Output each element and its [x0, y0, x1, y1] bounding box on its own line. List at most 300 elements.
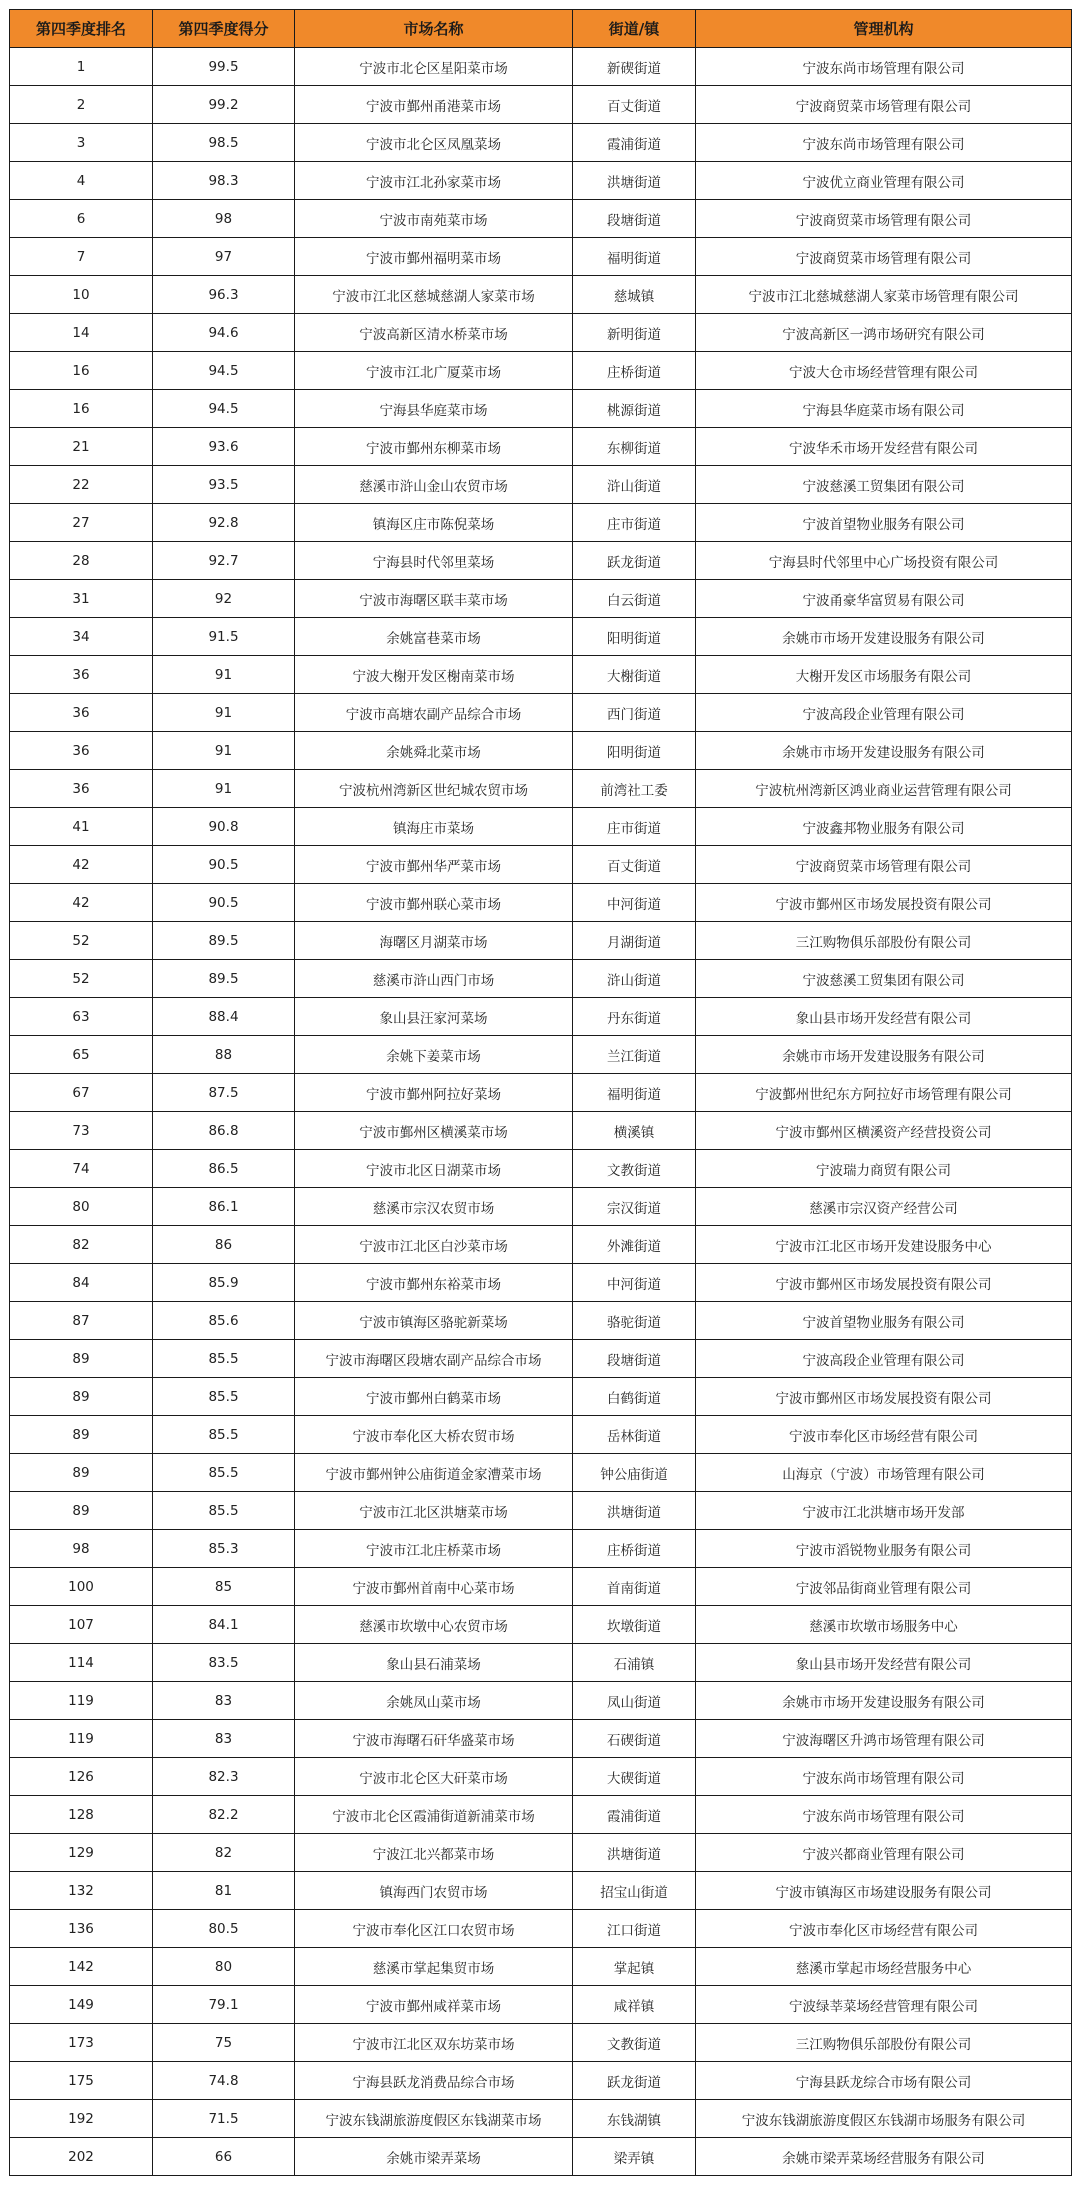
street-cell: 洪塘街道 — [573, 1834, 696, 1872]
street-cell: 福明街道 — [573, 1074, 696, 1112]
management-cell: 宁波高段企业管理有限公司 — [696, 1340, 1072, 1378]
score-cell: 71.5 — [153, 2100, 295, 2138]
market-name-cell: 宁波市鄞州咸祥菜市场 — [295, 1986, 573, 2024]
street-cell: 骆驼街道 — [573, 1302, 696, 1340]
score-cell: 86.8 — [153, 1112, 295, 1150]
market-name-cell: 宁波市奉化区大桥农贸市场 — [295, 1416, 573, 1454]
market-name-cell: 宁海县时代邻里菜场 — [295, 542, 573, 580]
table-row — [10, 238, 1072, 276]
management-cell: 宁波绿莘菜场经营管理有限公司 — [696, 1986, 1072, 2024]
score-cell: 86.1 — [153, 1188, 295, 1226]
rank-cell: 16 — [10, 352, 153, 390]
management-cell: 宁波鄞州世纪东方阿拉好市场管理有限公司 — [696, 1074, 1072, 1112]
market-name-cell: 慈溪市坎墩中心农贸市场 — [295, 1606, 573, 1644]
table-row — [10, 162, 1072, 200]
rank-cell: 34 — [10, 618, 153, 656]
market-name-cell: 宁波市江北广厦菜市场 — [295, 352, 573, 390]
table-row — [10, 86, 1072, 124]
rank-cell: 149 — [10, 1986, 153, 2024]
score-cell: 80.5 — [153, 1910, 295, 1948]
market-name-cell: 宁波市鄞州首南中心菜市场 — [295, 1568, 573, 1606]
market-name-cell: 宁波市鄞州白鹤菜市场 — [295, 1378, 573, 1416]
management-cell: 余姚市市场开发建设服务有限公司 — [696, 732, 1072, 770]
table-row — [10, 1834, 1072, 1872]
street-cell: 桃源街道 — [573, 390, 696, 428]
score-cell: 89.5 — [153, 922, 295, 960]
management-cell: 宁波市奉化区市场经营有限公司 — [696, 1910, 1072, 1948]
market-name-cell: 镇海区庄市陈倪菜场 — [295, 504, 573, 542]
street-cell: 文教街道 — [573, 2024, 696, 2062]
street-cell: 霞浦街道 — [573, 124, 696, 162]
management-cell: 宁波鑫邦物业服务有限公司 — [696, 808, 1072, 846]
street-cell: 阳明街道 — [573, 618, 696, 656]
score-cell: 87.5 — [153, 1074, 295, 1112]
table-row — [10, 656, 1072, 694]
score-cell: 92 — [153, 580, 295, 618]
market-name-cell: 象山县汪家河菜场 — [295, 998, 573, 1036]
rank-cell: 119 — [10, 1682, 153, 1720]
market-name-cell: 宁波市江北庄桥菜市场 — [295, 1530, 573, 1568]
score-cell: 92.8 — [153, 504, 295, 542]
score-cell: 83 — [153, 1720, 295, 1758]
score-cell: 66 — [153, 2138, 295, 2176]
market-name-cell: 宁波市鄞州区横溪菜市场 — [295, 1112, 573, 1150]
rank-cell: 2 — [10, 86, 153, 124]
rank-cell: 107 — [10, 1606, 153, 1644]
management-cell: 宁波市鄞州区市场发展投资有限公司 — [696, 1378, 1072, 1416]
street-cell: 大榭街道 — [573, 656, 696, 694]
management-cell: 宁波市奉化区市场经营有限公司 — [696, 1416, 1072, 1454]
management-cell: 宁波市镇海区市场建设服务有限公司 — [696, 1872, 1072, 1910]
table-row — [10, 1492, 1072, 1530]
street-cell: 跃龙街道 — [573, 542, 696, 580]
rank-cell: 16 — [10, 390, 153, 428]
rank-cell: 89 — [10, 1378, 153, 1416]
management-cell: 宁波市江北区市场开发建设服务中心 — [696, 1226, 1072, 1264]
management-cell: 宁波海曙区升鸿市场管理有限公司 — [696, 1720, 1072, 1758]
score-cell: 94.6 — [153, 314, 295, 352]
table-row — [10, 1682, 1072, 1720]
rank-cell: 52 — [10, 922, 153, 960]
street-cell: 洪塘街道 — [573, 162, 696, 200]
management-cell: 宁波东尚市场管理有限公司 — [696, 1796, 1072, 1834]
market-name-cell: 宁波市鄞州华严菜市场 — [295, 846, 573, 884]
market-name-cell: 宁海县跃龙消费品综合市场 — [295, 2062, 573, 2100]
score-cell: 98.3 — [153, 162, 295, 200]
table-row — [10, 1948, 1072, 1986]
management-cell: 宁波东钱湖旅游度假区东钱湖市场服务有限公司 — [696, 2100, 1072, 2138]
rank-cell: 36 — [10, 656, 153, 694]
market-name-cell: 宁波市北仑区星阳菜市场 — [295, 48, 573, 86]
street-cell: 外滩街道 — [573, 1226, 696, 1264]
score-cell: 85 — [153, 1568, 295, 1606]
management-cell: 三江购物俱乐部股份有限公司 — [696, 2024, 1072, 2062]
header-rank: 第四季度排名 — [10, 10, 153, 48]
management-cell: 宁波东尚市场管理有限公司 — [696, 48, 1072, 86]
table-row — [10, 1150, 1072, 1188]
score-cell: 85.6 — [153, 1302, 295, 1340]
street-cell: 百丈街道 — [573, 846, 696, 884]
table-row — [10, 960, 1072, 998]
street-cell: 中河街道 — [573, 1264, 696, 1302]
market-ranking-sheet — [9, 9, 1071, 2176]
market-name-cell: 宁波市北区日湖菜市场 — [295, 1150, 573, 1188]
rank-cell: 36 — [10, 770, 153, 808]
table-row — [10, 542, 1072, 580]
market-name-cell: 宁波市鄞州联心菜市场 — [295, 884, 573, 922]
management-cell: 象山县市场开发经营有限公司 — [696, 1644, 1072, 1682]
score-cell: 82.3 — [153, 1758, 295, 1796]
street-cell: 掌起镇 — [573, 1948, 696, 1986]
table-row — [10, 124, 1072, 162]
street-cell: 白云街道 — [573, 580, 696, 618]
management-cell: 宁波首望物业服务有限公司 — [696, 1302, 1072, 1340]
score-cell: 85.5 — [153, 1340, 295, 1378]
management-cell: 宁波商贸菜市场管理有限公司 — [696, 238, 1072, 276]
score-cell: 85.9 — [153, 1264, 295, 1302]
rank-cell: 1 — [10, 48, 153, 86]
table-row — [10, 1758, 1072, 1796]
table-row — [10, 2024, 1072, 2062]
rank-cell: 52 — [10, 960, 153, 998]
management-cell: 大榭开发区市场服务有限公司 — [696, 656, 1072, 694]
score-cell: 83.5 — [153, 1644, 295, 1682]
street-cell: 庄桥街道 — [573, 352, 696, 390]
rank-cell: 202 — [10, 2138, 153, 2176]
rank-cell: 173 — [10, 2024, 153, 2062]
market-name-cell: 宁波市鄞州福明菜市场 — [295, 238, 573, 276]
management-cell: 山海京（宁波）市场管理有限公司 — [696, 1454, 1072, 1492]
market-name-cell: 宁波市北仑区大矸菜市场 — [295, 1758, 573, 1796]
management-cell: 余姚市市场开发建设服务有限公司 — [696, 1036, 1072, 1074]
table-row — [10, 1036, 1072, 1074]
table-row — [10, 200, 1072, 238]
management-cell: 宁波高新区一鸿市场研究有限公司 — [696, 314, 1072, 352]
rank-cell: 73 — [10, 1112, 153, 1150]
ranking-table — [9, 9, 1072, 2176]
score-cell: 82 — [153, 1834, 295, 1872]
management-cell: 慈溪市宗汉资产经营公司 — [696, 1188, 1072, 1226]
table-row — [10, 1910, 1072, 1948]
street-cell: 东钱湖镇 — [573, 2100, 696, 2138]
score-cell: 92.7 — [153, 542, 295, 580]
market-name-cell: 宁波大榭开发区榭南菜市场 — [295, 656, 573, 694]
market-name-cell: 余姚富巷菜市场 — [295, 618, 573, 656]
table-row — [10, 1112, 1072, 1150]
header-score: 第四季度得分 — [153, 10, 295, 48]
table-row — [10, 2062, 1072, 2100]
market-name-cell: 宁波高新区清水桥菜市场 — [295, 314, 573, 352]
management-cell: 宁波东尚市场管理有限公司 — [696, 1758, 1072, 1796]
header-market-name: 市场名称 — [295, 10, 573, 48]
street-cell: 兰江街道 — [573, 1036, 696, 1074]
management-cell: 象山县市场开发经营有限公司 — [696, 998, 1072, 1036]
table-row — [10, 770, 1072, 808]
market-name-cell: 宁波市南苑菜市场 — [295, 200, 573, 238]
rank-cell: 132 — [10, 1872, 153, 1910]
street-cell: 段塘街道 — [573, 1340, 696, 1378]
street-cell: 霞浦街道 — [573, 1796, 696, 1834]
table-row — [10, 1188, 1072, 1226]
score-cell: 81 — [153, 1872, 295, 1910]
management-cell: 宁波商贸菜市场管理有限公司 — [696, 846, 1072, 884]
rank-cell: 22 — [10, 466, 153, 504]
management-cell: 宁波慈溪工贸集团有限公司 — [696, 960, 1072, 998]
score-cell: 83 — [153, 1682, 295, 1720]
market-name-cell: 余姚下姜菜市场 — [295, 1036, 573, 1074]
market-name-cell: 宁波市江北区慈城慈湖人家菜市场 — [295, 276, 573, 314]
management-cell: 宁波市鄞州区市场发展投资有限公司 — [696, 1264, 1072, 1302]
score-cell: 99.5 — [153, 48, 295, 86]
rank-cell: 65 — [10, 1036, 153, 1074]
rank-cell: 36 — [10, 694, 153, 732]
market-name-cell: 余姚市梁弄菜场 — [295, 2138, 573, 2176]
score-cell: 98 — [153, 200, 295, 238]
rank-cell: 84 — [10, 1264, 153, 1302]
street-cell: 首南街道 — [573, 1568, 696, 1606]
market-name-cell: 宁波市鄞州钟公庙街道金家漕菜市场 — [295, 1454, 573, 1492]
street-cell: 梁弄镇 — [573, 2138, 696, 2176]
table-row — [10, 1264, 1072, 1302]
table-row — [10, 1986, 1072, 2024]
management-cell: 宁波商贸菜市场管理有限公司 — [696, 86, 1072, 124]
rank-cell: 82 — [10, 1226, 153, 1264]
rank-cell: 89 — [10, 1454, 153, 1492]
score-cell: 97 — [153, 238, 295, 276]
street-cell: 洪塘街道 — [573, 1492, 696, 1530]
street-cell: 钟公庙街道 — [573, 1454, 696, 1492]
market-name-cell: 慈溪市浒山西门市场 — [295, 960, 573, 998]
market-name-cell: 慈溪市掌起集贸市场 — [295, 1948, 573, 1986]
management-cell: 宁波市滔锐物业服务有限公司 — [696, 1530, 1072, 1568]
score-cell: 90.5 — [153, 884, 295, 922]
street-cell: 石浦镇 — [573, 1644, 696, 1682]
management-cell: 宁波首望物业服务有限公司 — [696, 504, 1072, 542]
score-cell: 89.5 — [153, 960, 295, 998]
market-name-cell: 宁波市鄞州东裕菜市场 — [295, 1264, 573, 1302]
street-cell: 招宝山街道 — [573, 1872, 696, 1910]
market-name-cell: 慈溪市浒山金山农贸市场 — [295, 466, 573, 504]
table-row — [10, 390, 1072, 428]
score-cell: 88.4 — [153, 998, 295, 1036]
rank-cell: 142 — [10, 1948, 153, 1986]
market-name-cell: 余姚凤山菜市场 — [295, 1682, 573, 1720]
table-row — [10, 884, 1072, 922]
table-row — [10, 1796, 1072, 1834]
rank-cell: 175 — [10, 2062, 153, 2100]
table-row — [10, 1378, 1072, 1416]
score-cell: 88 — [153, 1036, 295, 1074]
rank-cell: 27 — [10, 504, 153, 542]
management-cell: 宁波东尚市场管理有限公司 — [696, 124, 1072, 162]
header-row — [10, 10, 1072, 48]
rank-cell: 114 — [10, 1644, 153, 1682]
score-cell: 86.5 — [153, 1150, 295, 1188]
market-name-cell: 海曙区月湖菜市场 — [295, 922, 573, 960]
table-row — [10, 1606, 1072, 1644]
table-row — [10, 352, 1072, 390]
header-management: 管理机构 — [696, 10, 1072, 48]
management-cell: 宁波甬豪华富贸易有限公司 — [696, 580, 1072, 618]
rank-cell: 126 — [10, 1758, 153, 1796]
score-cell: 94.5 — [153, 352, 295, 390]
table-row — [10, 922, 1072, 960]
management-cell: 余姚市市场开发建设服务有限公司 — [696, 618, 1072, 656]
score-cell: 91 — [153, 656, 295, 694]
management-cell: 余姚市市场开发建设服务有限公司 — [696, 1682, 1072, 1720]
rank-cell: 14 — [10, 314, 153, 352]
market-name-cell: 宁波市江北区白沙菜市场 — [295, 1226, 573, 1264]
street-cell: 浒山街道 — [573, 960, 696, 998]
management-cell: 宁波瑞力商贸有限公司 — [696, 1150, 1072, 1188]
table-row — [10, 1530, 1072, 1568]
management-cell: 宁海县跃龙综合市场有限公司 — [696, 2062, 1072, 2100]
score-cell: 94.5 — [153, 390, 295, 428]
table-row — [10, 846, 1072, 884]
street-cell: 咸祥镇 — [573, 1986, 696, 2024]
score-cell: 98.5 — [153, 124, 295, 162]
street-cell: 大碶街道 — [573, 1758, 696, 1796]
rank-cell: 67 — [10, 1074, 153, 1112]
market-name-cell: 宁波市江北区洪塘菜市场 — [295, 1492, 573, 1530]
score-cell: 96.3 — [153, 276, 295, 314]
management-cell: 三江购物俱乐部股份有限公司 — [696, 922, 1072, 960]
score-cell: 75 — [153, 2024, 295, 2062]
score-cell: 93.5 — [153, 466, 295, 504]
rank-cell: 89 — [10, 1416, 153, 1454]
street-cell: 白鹤街道 — [573, 1378, 696, 1416]
table-body — [10, 48, 1072, 2176]
street-cell: 东柳街道 — [573, 428, 696, 466]
rank-cell: 63 — [10, 998, 153, 1036]
rank-cell: 119 — [10, 1720, 153, 1758]
street-cell: 庄市街道 — [573, 504, 696, 542]
management-cell: 宁波市鄞州区市场发展投资有限公司 — [696, 884, 1072, 922]
table-row — [10, 1074, 1072, 1112]
market-name-cell: 慈溪市宗汉农贸市场 — [295, 1188, 573, 1226]
street-cell: 江口街道 — [573, 1910, 696, 1948]
score-cell: 85.5 — [153, 1492, 295, 1530]
market-name-cell: 宁波市高塘农副产品综合市场 — [295, 694, 573, 732]
management-cell: 宁波市江北慈城慈湖人家菜市场管理有限公司 — [696, 276, 1072, 314]
street-cell: 中河街道 — [573, 884, 696, 922]
street-cell: 段塘街道 — [573, 200, 696, 238]
table-row — [10, 2138, 1072, 2176]
rank-cell: 21 — [10, 428, 153, 466]
street-cell: 岳林街道 — [573, 1416, 696, 1454]
score-cell: 85.3 — [153, 1530, 295, 1568]
market-name-cell: 宁波市江北区双东坊菜市场 — [295, 2024, 573, 2062]
table-row — [10, 314, 1072, 352]
score-cell: 99.2 — [153, 86, 295, 124]
table-row — [10, 580, 1072, 618]
market-name-cell: 宁波杭州湾新区世纪城农贸市场 — [295, 770, 573, 808]
score-cell: 90.8 — [153, 808, 295, 846]
table-row — [10, 618, 1072, 656]
management-cell: 宁波兴都商业管理有限公司 — [696, 1834, 1072, 1872]
market-name-cell: 象山县石浦菜场 — [295, 1644, 573, 1682]
street-cell: 石碶街道 — [573, 1720, 696, 1758]
table-row — [10, 48, 1072, 86]
street-cell: 前湾社工委 — [573, 770, 696, 808]
street-cell: 阳明街道 — [573, 732, 696, 770]
market-name-cell: 宁波市镇海区骆驼新菜场 — [295, 1302, 573, 1340]
street-cell: 凤山街道 — [573, 1682, 696, 1720]
score-cell: 84.1 — [153, 1606, 295, 1644]
score-cell: 80 — [153, 1948, 295, 1986]
table-row — [10, 276, 1072, 314]
market-name-cell: 宁海县华庭菜市场 — [295, 390, 573, 428]
rank-cell: 136 — [10, 1910, 153, 1948]
market-name-cell: 余姚舜北菜市场 — [295, 732, 573, 770]
management-cell: 余姚市梁弄菜场经营服务有限公司 — [696, 2138, 1072, 2176]
market-name-cell: 宁波江北兴都菜市场 — [295, 1834, 573, 1872]
rank-cell: 80 — [10, 1188, 153, 1226]
table-row — [10, 466, 1072, 504]
management-cell: 宁海县华庭菜市场有限公司 — [696, 390, 1072, 428]
table-row — [10, 998, 1072, 1036]
market-name-cell: 宁波市北仑区凤凰菜场 — [295, 124, 573, 162]
rank-cell: 98 — [10, 1530, 153, 1568]
table-row — [10, 1720, 1072, 1758]
market-name-cell: 镇海庄市菜场 — [295, 808, 573, 846]
market-name-cell: 宁波市鄞州阿拉好菜场 — [295, 1074, 573, 1112]
management-cell: 宁波优立商业管理有限公司 — [696, 162, 1072, 200]
score-cell: 91 — [153, 732, 295, 770]
table-row — [10, 1872, 1072, 1910]
market-name-cell: 宁波市海曙区联丰菜市场 — [295, 580, 573, 618]
market-name-cell: 宁波市海曙石矸华盛菜市场 — [295, 1720, 573, 1758]
street-cell: 西门街道 — [573, 694, 696, 732]
market-name-cell: 镇海西门农贸市场 — [295, 1872, 573, 1910]
street-cell: 浒山街道 — [573, 466, 696, 504]
rank-cell: 4 — [10, 162, 153, 200]
rank-cell: 74 — [10, 1150, 153, 1188]
street-cell: 庄市街道 — [573, 808, 696, 846]
management-cell: 慈溪市掌起市场经营服务中心 — [696, 1948, 1072, 1986]
score-cell: 79.1 — [153, 1986, 295, 2024]
rank-cell: 128 — [10, 1796, 153, 1834]
score-cell: 85.5 — [153, 1378, 295, 1416]
market-name-cell: 宁波市奉化区江口农贸市场 — [295, 1910, 573, 1948]
street-cell: 坎墩街道 — [573, 1606, 696, 1644]
table-row — [10, 1568, 1072, 1606]
rank-cell: 42 — [10, 846, 153, 884]
management-cell: 宁波市鄞州区横溪资产经营投资公司 — [696, 1112, 1072, 1150]
score-cell: 85.5 — [153, 1454, 295, 1492]
table-row — [10, 1454, 1072, 1492]
street-cell: 宗汉街道 — [573, 1188, 696, 1226]
market-name-cell: 宁波市江北孙家菜市场 — [295, 162, 573, 200]
street-cell: 庄桥街道 — [573, 1530, 696, 1568]
street-cell: 丹东街道 — [573, 998, 696, 1036]
management-cell: 宁波高段企业管理有限公司 — [696, 694, 1072, 732]
management-cell: 宁波华禾市场开发经营有限公司 — [696, 428, 1072, 466]
management-cell: 宁波大仓市场经营管理有限公司 — [696, 352, 1072, 390]
score-cell: 91 — [153, 770, 295, 808]
rank-cell: 100 — [10, 1568, 153, 1606]
table-row — [10, 428, 1072, 466]
management-cell: 宁海县时代邻里中心广场投资有限公司 — [696, 542, 1072, 580]
rank-cell: 28 — [10, 542, 153, 580]
market-name-cell: 宁波东钱湖旅游度假区东钱湖菜市场 — [295, 2100, 573, 2138]
rank-cell: 31 — [10, 580, 153, 618]
table-row — [10, 732, 1072, 770]
table-row — [10, 808, 1072, 846]
score-cell: 90.5 — [153, 846, 295, 884]
table-row — [10, 694, 1072, 732]
street-cell: 月湖街道 — [573, 922, 696, 960]
